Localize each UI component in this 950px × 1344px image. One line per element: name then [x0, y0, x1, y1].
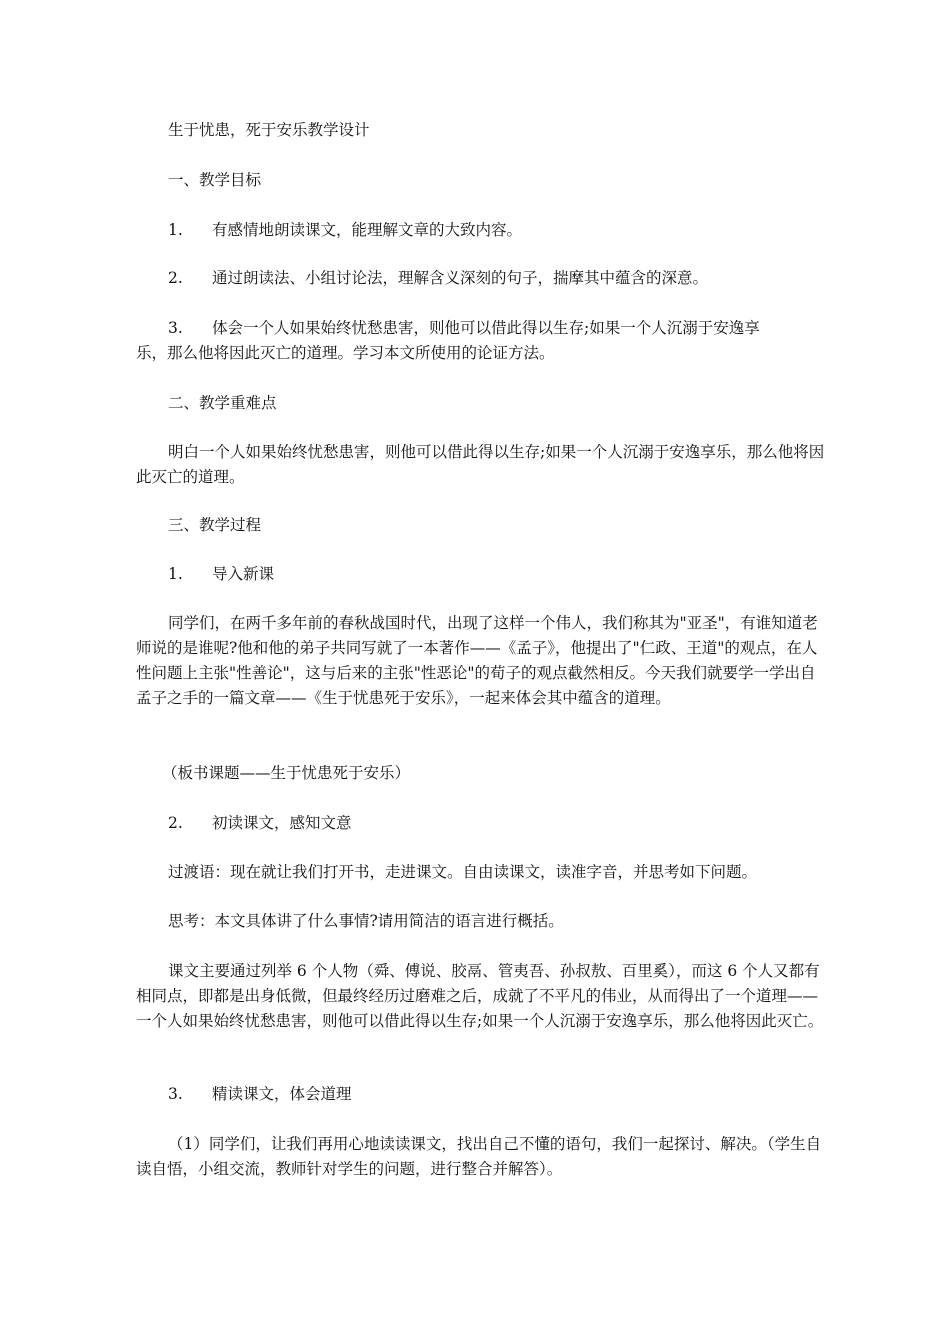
summary-paragraph: 课文主要通过列举 6 个人物（舜、傅说、胶鬲、管夷吾、孙叔敖、百里奚），而这 6 个人又都有相同点，即都是出身低微，但最终经历过磨难之后，成就了不平凡的伟业，从而得出了一个道理——一个人如果始终忧愁患害，则他可以借此得以生存;如果一个人沉溺于安逸享乐，那么他将因此灭亡。 — [136, 962, 824, 1030]
intro-paragraph: 同学们，在两千多年前的春秋战国时代，出现了这样一个伟人，我们称其为"亚圣"，有谁知道老师说的是谁呢?他和他的弟子共同写就了一本著作——《孟子》，他提出了"仁政、王道"的观点，在人性问题上主张"性善论"，这与后来的主张"性恶论"的荀子的观点截然相反。今天我们就要学一学出自孟子之手的一篇文章——《生于忧患死于安乐》，一起来体会其中蕴含的道理。 — [136, 614, 818, 707]
think-question: 思考：本文具体讲了什么事情?请用简洁的语言进行概括。 — [168, 912, 564, 930]
goal-3-number: 3. — [168, 319, 183, 337]
step-item-2 — [168, 811, 352, 836]
goal-1-number: 1. — [168, 221, 183, 239]
goal-3-continuation: 乐，那么他将因此灭亡的道理。学习本文所使用的论证方法。 — [136, 344, 555, 362]
step-3-text: 精读课文，体会道理 — [212, 1085, 352, 1103]
goal-item-3 — [168, 316, 760, 341]
document-title: 生于忧患，死于安乐教学设计 — [168, 121, 370, 139]
step-1-text: 导入新课 — [212, 565, 275, 583]
section-heading-key-points: 二、教学重难点 — [168, 394, 277, 412]
step-item-1 — [168, 562, 274, 587]
close-reading-paragraph: （1）同学们，让我们再用心地读读课文，找出自己不懂的语句，我们一起探讨、解决。（学生自读自悟，小组交流，教师针对学生的问题，进行整合并解答）。 — [136, 1135, 822, 1178]
transition-line: 过渡语：现在就让我们打开书，走进课文。自由读课文，读准字音，并思考如下问题。 — [168, 863, 758, 881]
section-heading-goals: 一、教学目标 — [168, 171, 262, 189]
step-2-number: 2. — [168, 814, 183, 832]
goal-3-text: 体会一个人如果始终忧愁患害，则他可以借此得以生存;如果一个人沉溺于安逸享 — [212, 319, 760, 337]
goal-1-text: 有感情地朗读课文，能理解文章的大致内容。 — [212, 221, 523, 239]
section-heading-process: 三、教学过程 — [168, 516, 262, 534]
board-note: （板书课题——生于忧患死于安乐） — [162, 764, 411, 782]
step-1-number: 1. — [168, 565, 183, 583]
goal-2-number: 2. — [168, 269, 183, 287]
goal-2-text: 通过朗读法、小组讨论法，理解含义深刻的句子，揣摩其中蕴含的深意。 — [212, 269, 709, 287]
goal-item-1 — [168, 218, 522, 243]
key-point-paragraph: 明白一个人如果始终忧愁患害，则他可以借此得以生存;如果一个人沉溺于安逸享乐，那么他将因此灭亡的道理。 — [136, 443, 825, 486]
step-3-number: 3. — [168, 1085, 183, 1103]
step-2-text: 初读课文，感知文意 — [212, 814, 352, 832]
goal-item-2 — [168, 266, 708, 291]
step-item-3 — [168, 1082, 352, 1107]
